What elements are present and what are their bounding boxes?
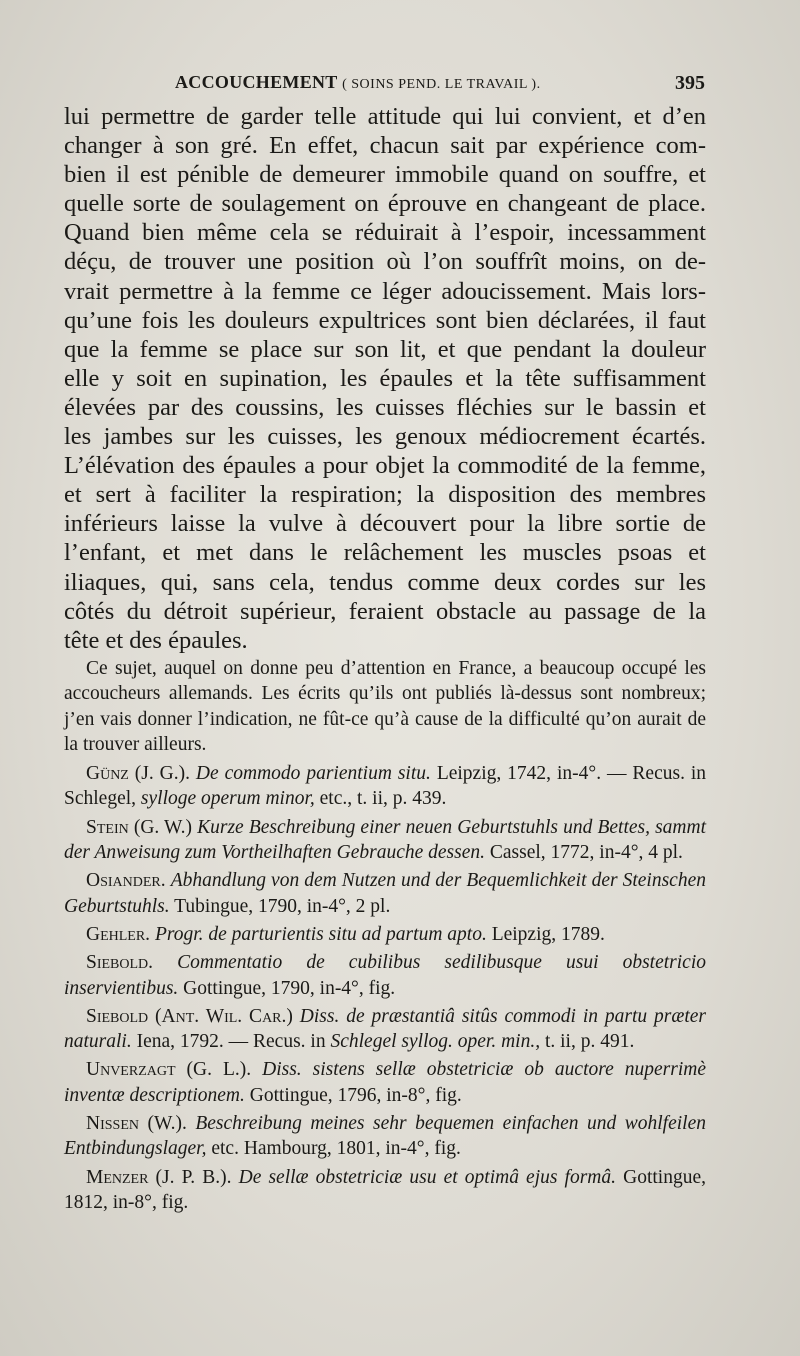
reference-publication: Gottingue, 1790, in-4°, fig. xyxy=(183,977,396,999)
text-line: les jambes sur les cuisses, les genoux médiocrement écartés. xyxy=(64,423,706,451)
text-line: L’élévation des épaules a pour objet la commodité de la femme, xyxy=(64,452,706,480)
reference-title: Beschreibung meines sehr bequemen einfachen und wohlfeilen Entbindungslager, xyxy=(64,1113,706,1160)
header-title-text: ACCOUCHEMENT xyxy=(175,72,338,92)
reference-publication: etc. Hambourg, 1801, in-4°, fig. xyxy=(211,1138,461,1160)
reference-title: De commodo parientium situ. xyxy=(195,763,431,785)
text-line: et sert à faciliter la respiration; la disposition des membres xyxy=(64,481,706,509)
reference-title: Kurze Beschreibung einer neuen Geburtstuhls und Bettes, sammt der Anweisung zum Vortheilhaften Gebrauche dessen. xyxy=(64,816,706,864)
text-line: elle y soit en supination, les épaules et la tête suffisamment xyxy=(64,364,706,392)
page-number: 395 xyxy=(675,72,705,94)
reference-title: Diss. de præstantiâ sitûs commodi in partu præter naturali. xyxy=(64,1005,707,1053)
reference-publication: Cassel, 1772, in-4°, 4 pl. xyxy=(489,842,683,864)
text-line: côtés du détroit supérieur, feraient obstacle au passage de la xyxy=(64,597,706,625)
reference-publication: Gottingue, 1812, in-8°, fig. xyxy=(64,1166,707,1213)
reference-title: Diss. sistens sellæ obstetriciæ ob auctore nuperrimè inventæ descriptionem. xyxy=(64,1059,707,1106)
reference-title-secondary: Schlegel syllog. oper. min., xyxy=(330,1031,541,1053)
reference-publication: Gottingue, 1796, in-8°, fig. xyxy=(249,1084,462,1106)
reference-entry xyxy=(64,1057,706,1108)
reference-title: Progr. de parturientis situ ad partum apto. xyxy=(154,923,487,945)
reference-publication-secondary: etc., t. ii, p. 439. xyxy=(319,788,447,810)
reference-entry xyxy=(64,922,706,947)
reference-entry xyxy=(64,950,706,1001)
bibliography-notes xyxy=(64,656,706,1218)
text-line: Quand bien même cela se réduirait à l’espoir, incessamment xyxy=(64,219,706,247)
reference-publication: Leipzig, 1789. xyxy=(491,923,605,945)
reference-author: Günz (J. G.). xyxy=(86,763,190,785)
header-subtitle: ( SOINS PEND. LE TRAVAIL ). xyxy=(342,77,541,92)
text-line: déçu, de trouver une position où l’on souffrît moins, on de- xyxy=(64,248,706,276)
main-text xyxy=(64,102,706,655)
reference-title-secondary: sylloge operum minor, xyxy=(140,788,315,810)
reference-entry xyxy=(64,761,706,812)
reference-author: Menzer (J. P. B.). xyxy=(86,1166,232,1188)
text-line: quelle sorte de soulagement on éprouve en changeant de place. xyxy=(64,190,706,218)
reference-title: Abhandlung von dem Nutzen und der Bequemlichkeit der Steinschen Geburtstuhls. xyxy=(64,870,706,917)
text-line: iliaques, qui, sans cela, tendus comme deux cordes sur les xyxy=(64,568,706,596)
reference-publication: Leipzig, 1742, in-4°. — Recus. in Schlegel, xyxy=(64,763,707,810)
reference-publication: Iena, 1792. — Recus. in xyxy=(136,1031,326,1053)
text-line: que la femme se place sur son lit, et que pendant la douleur xyxy=(64,335,706,363)
text-line: élevées par des coussins, les cuisses fléchies sur le bassin et xyxy=(64,393,706,421)
text-line: vrait permettre à la femme ce léger adoucissement. Mais lors- xyxy=(64,277,706,305)
text-line: bien il est pénible de demeurer immobile quand on souffre, et xyxy=(64,161,706,189)
running-header xyxy=(175,72,705,98)
text-line: changer à son gré. En effet, chacun sait par expérience com- xyxy=(64,132,706,160)
reference-author: Osiander. xyxy=(86,870,166,892)
reference-title: Commentatio de cubilibus sedilibusque usui obstetricio inservientibus. xyxy=(64,952,706,999)
reference-entry xyxy=(64,1165,706,1216)
reference-publication: Tubingue, 1790, in-4°, 2 pl. xyxy=(174,895,391,917)
reference-entry xyxy=(64,1004,706,1055)
text-line: tête et des épaules. xyxy=(64,626,248,654)
header-title xyxy=(175,72,541,93)
reference-author: Siebold (Ant. Wil. Car.) xyxy=(86,1005,293,1027)
text-line: lui permettre de garder telle attitude qui lui convient, et d’en xyxy=(64,103,706,130)
text-line: l’enfant, et met dans le relâchement les muscles psoas et xyxy=(64,539,706,567)
reference-author: Nissen (W.). xyxy=(86,1113,187,1135)
reference-entry xyxy=(64,868,706,919)
reference-author: Gehler. xyxy=(86,923,151,945)
text-line: qu’une fois les douleurs expultrices sont bien déclarées, il faut xyxy=(64,306,706,334)
notes-intro: Ce sujet, auquel on donne peu d’attention en France, a beaucoup occupé les accoucheurs allemands. Les écrits qu’ils ont publiés là-dessus sont nombreux; j’en vais donner l’indication, ne fût-ce qu’à cause de la difficulté qu’on aurait de la trouver ailleurs. xyxy=(64,658,706,755)
reference-author: Stein (G. W.) xyxy=(86,816,193,838)
reference-entry xyxy=(64,815,706,866)
reference-author: Unverzagt (G. L.). xyxy=(86,1059,252,1081)
text-line: inférieurs laisse la vulve à découvert pour la libre sortie de xyxy=(64,510,706,538)
reference-entry xyxy=(64,1111,706,1162)
reference-publication-secondary: t. ii, p. 491. xyxy=(544,1031,635,1053)
reference-author: Siebold. xyxy=(86,952,154,974)
reference-title: De sellæ obstetriciæ usu et optimâ ejus formâ. xyxy=(238,1166,617,1188)
